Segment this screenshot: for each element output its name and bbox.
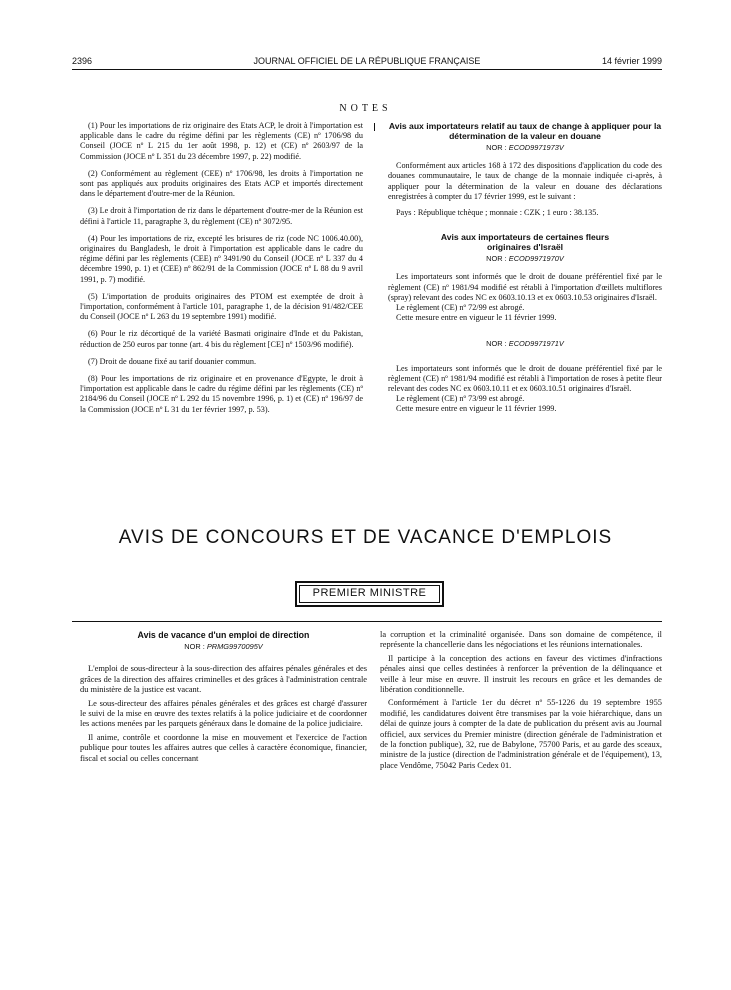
- section-rule: [72, 621, 662, 622]
- note-item: (8) Pour les importations de riz originaire et en provenance d'Egypte, le droit à l'importation est applicable dans le cadre du régime défini par les règlements (CE) nº 2184/96 du Conseil (JOCE nº L 292 du 15 novembre 1996, p. 1) et (CE) nº 196/97 de la Commission (JOCE nº L 31 du 1er février 1997, p. 53).: [80, 374, 363, 414]
- flowers-notice2-effective: Cette mesure entre en vigueur le 11 février 1999.: [396, 404, 557, 414]
- vacancy-paragraph: L'emploi de sous-directeur à la sous-direction des affaires pénales générales et des grâces de la direction des affaires criminelles et des grâces à l'administration centrale du ministère de la justice est vacant.: [80, 664, 367, 695]
- vacancy-paragraph: Il anime, contrôle et coordonne la mise en mouvement et l'exercice de l'action publique pour toutes les affaires autres que celles à caractère économique, financier, fiscal et social ou celles concernant: [80, 732, 367, 763]
- ministry-box: [295, 581, 444, 607]
- nor-code: ECOD9971970V: [508, 254, 564, 264]
- exchange-notice-nor: [388, 143, 662, 153]
- nor-label: NOR :: [486, 143, 507, 152]
- page-number: 2396: [72, 56, 93, 66]
- note-item: (3) Le droit à l'importation de riz dans le département d'outre-mer de la Réunion est défini à l'article 11, paragraphe 3, du règlement (CE) nº 3072/95.: [80, 206, 363, 226]
- flowers-notice2-body: Les importateurs sont informés que le droit de douane préférentiel fixé par le règlement (CE) nº 1981/94 modifié est rétabli à l'importation de roses à petite fleur relevant des codes NC ex 0603.10.11 et ex 0603.10.51 originaires d'Israël.: [388, 363, 662, 394]
- issue-date: 14 février 1999: [601, 56, 662, 66]
- notes-title: NOTES: [339, 103, 392, 114]
- vacancy-left-column: [80, 630, 367, 767]
- nor-label: NOR :: [486, 339, 507, 349]
- note-item: (5) L'importation de produits originaires des PTOM est exemptée de droit à l'importation, conformément à l'article 101, paragraphe 1, de la décision 91/482/CEE du Conseil (JOCE nº L 263 du 19 septembre 1991) modifié.: [80, 291, 363, 322]
- flowers-notice2-nor: [388, 339, 662, 349]
- notices-column: [388, 121, 662, 415]
- nor-label: NOR :: [486, 254, 507, 264]
- flowers-notice1-body: Les importateurs sont informés que le droit de douane préférentiel fixé par le règlement (CE) nº 1981/94 modifié est rétabli à l'importation d'œillets multiflores (spray) relevant des codes NC ex 0603.10.13 et ex 0603.10.53 originaires d'Israël.: [388, 272, 662, 302]
- flowers-notice1-nor: [388, 254, 662, 264]
- ministry-label: PREMIER MINISTRE: [299, 585, 440, 603]
- vacancy-right-column: [380, 630, 662, 774]
- vacancy-paragraph: Conformément à l'article 1er du décret nº 55-1226 du 19 septembre 1955 modifié, les candidatures doivent être transmises par la voie hiérarchique, dans un délai de quinze jours à compter de la date de publication du présent avis au Journal officiel, aux services du Premier ministre (direction générale de l'administration et de la fonction publique), 32, rue de Babylone, 75700 Paris, et au garde des sceaux, ministre de la justice (direction de l'administration générale et de l'équipement), 13, place Vendôme, 75042 Paris Cedex 01.: [380, 698, 662, 770]
- notes-column: [80, 121, 363, 422]
- note-item: (7) Droit de douane fixé au tarif douanier commun.: [88, 356, 257, 366]
- nor-label: NOR :: [184, 642, 205, 651]
- note-item: (6) Pour le riz décortiqué de la variété Basmati originaire d'Inde et du Pakistan, réduction de 250 euros par tonne (art. 4 bis du règlement [CE] nº 1503/96 modifié).: [80, 329, 363, 349]
- flowers-notice-title: Avis aux importateurs de certaines fleurs originaires d'Israël: [440, 232, 610, 253]
- section-title: AVIS DE CONCOURS ET DE VACANCE D'EMPLOIS: [118, 527, 613, 548]
- vacancy-nor: [80, 642, 367, 652]
- column-divider-mark: [374, 123, 375, 131]
- page-header: [72, 56, 662, 70]
- journal-title: JOURNAL OFFICIEL DE LA RÉPUBLIQUE FRANÇAISE: [253, 56, 481, 66]
- nor-code: ECOD9971973V: [508, 143, 564, 152]
- flowers-notice2-repeal: Le règlement (CE) nº 73/99 est abrogé.: [396, 394, 525, 404]
- exchange-notice-body: Conformément aux articles 168 à 172 des dispositions d'application du code des douanes communautaire, le taux de change de la monnaie indiquée ci-après, à appliquer pour la détermination de la valeur en douane des déclarations enregistrées à compter du 17 février 1999, est le suivant :: [388, 161, 662, 201]
- vacancy-paragraph: la corruption et la criminalité organisée. Dans son domaine de compétence, il représente la chancellerie dans les négociations et les réunions internationales.: [380, 630, 662, 650]
- header-rule: [72, 69, 662, 70]
- flowers-notice1-repeal: Le règlement (CE) nº 72/99 est abrogé.: [396, 303, 525, 313]
- note-item: (1) Pour les importations de riz originaire des Etats ACP, le droit à l'importation est applicable dans le cadre du régime défini par les règlements (CE) nº 1706/98 du Conseil (JOCE nº L 215 du 1er août 1998, p. 12) et (CE) nº 2603/97 de la Commission (JOCE nº L 351 du 23 décembre 1997, p. 22) modifié.: [80, 121, 363, 161]
- exchange-notice-title: Avis aux importateurs relatif au taux de change à appliquer pour la détermination de la valeur en douane: [388, 121, 662, 141]
- flowers-notice1-effective: Cette mesure entre en vigueur le 11 février 1999.: [396, 313, 557, 323]
- nor-code: ECOD9971971V: [508, 339, 564, 349]
- exchange-rate-line: Pays : République tchèque ; monnaie : CZK ; 1 euro : 38.135.: [396, 208, 599, 218]
- note-item: (2) Conformément au règlement (CEE) nº 1706/98, les droits à l'importation ne sont pas appliqués aux produits originaires des Etats ACP et importés directement dans le département d'outre-mer de la Réunion.: [80, 168, 363, 199]
- nor-code: PRMG9970095V: [206, 642, 263, 651]
- note-item: (4) Pour les importations de riz, excepté les brisures de riz (code NC 1006.40.00), originaires du Bangladesh, le droit à l'importation est applicable dans le cadre du régime défini par les règlements (CEE) nº 3491/90 du Conseil (JOCE nº L 337 du 4 décembre 1990, p. 1) et (CEE) nº 862/91 de la Commission (JOCE nº L 88 du 9 avril 1991, p. 7) modifié.: [80, 233, 363, 284]
- vacancy-title: Avis de vacance d'un emploi de direction: [137, 630, 310, 640]
- vacancy-paragraph: Le sous-directeur des affaires pénales générales et des grâces est chargé d'assurer le suivi de la mise en œuvre des textes relatifs à la police judiciaire et de coordonner les actions menées par les parquets généraux dans le domaine de la police judiciaire.: [80, 698, 367, 729]
- vacancy-paragraph: Il participe à la conception des actions en faveur des victimes d'infractions pénales ainsi que celles destinées à renforcer la prévention de la délinquance et veille à leur mise en œuvre. Il instruit les recours en grâce et les demandes de libération conditionnelle.: [380, 653, 662, 695]
